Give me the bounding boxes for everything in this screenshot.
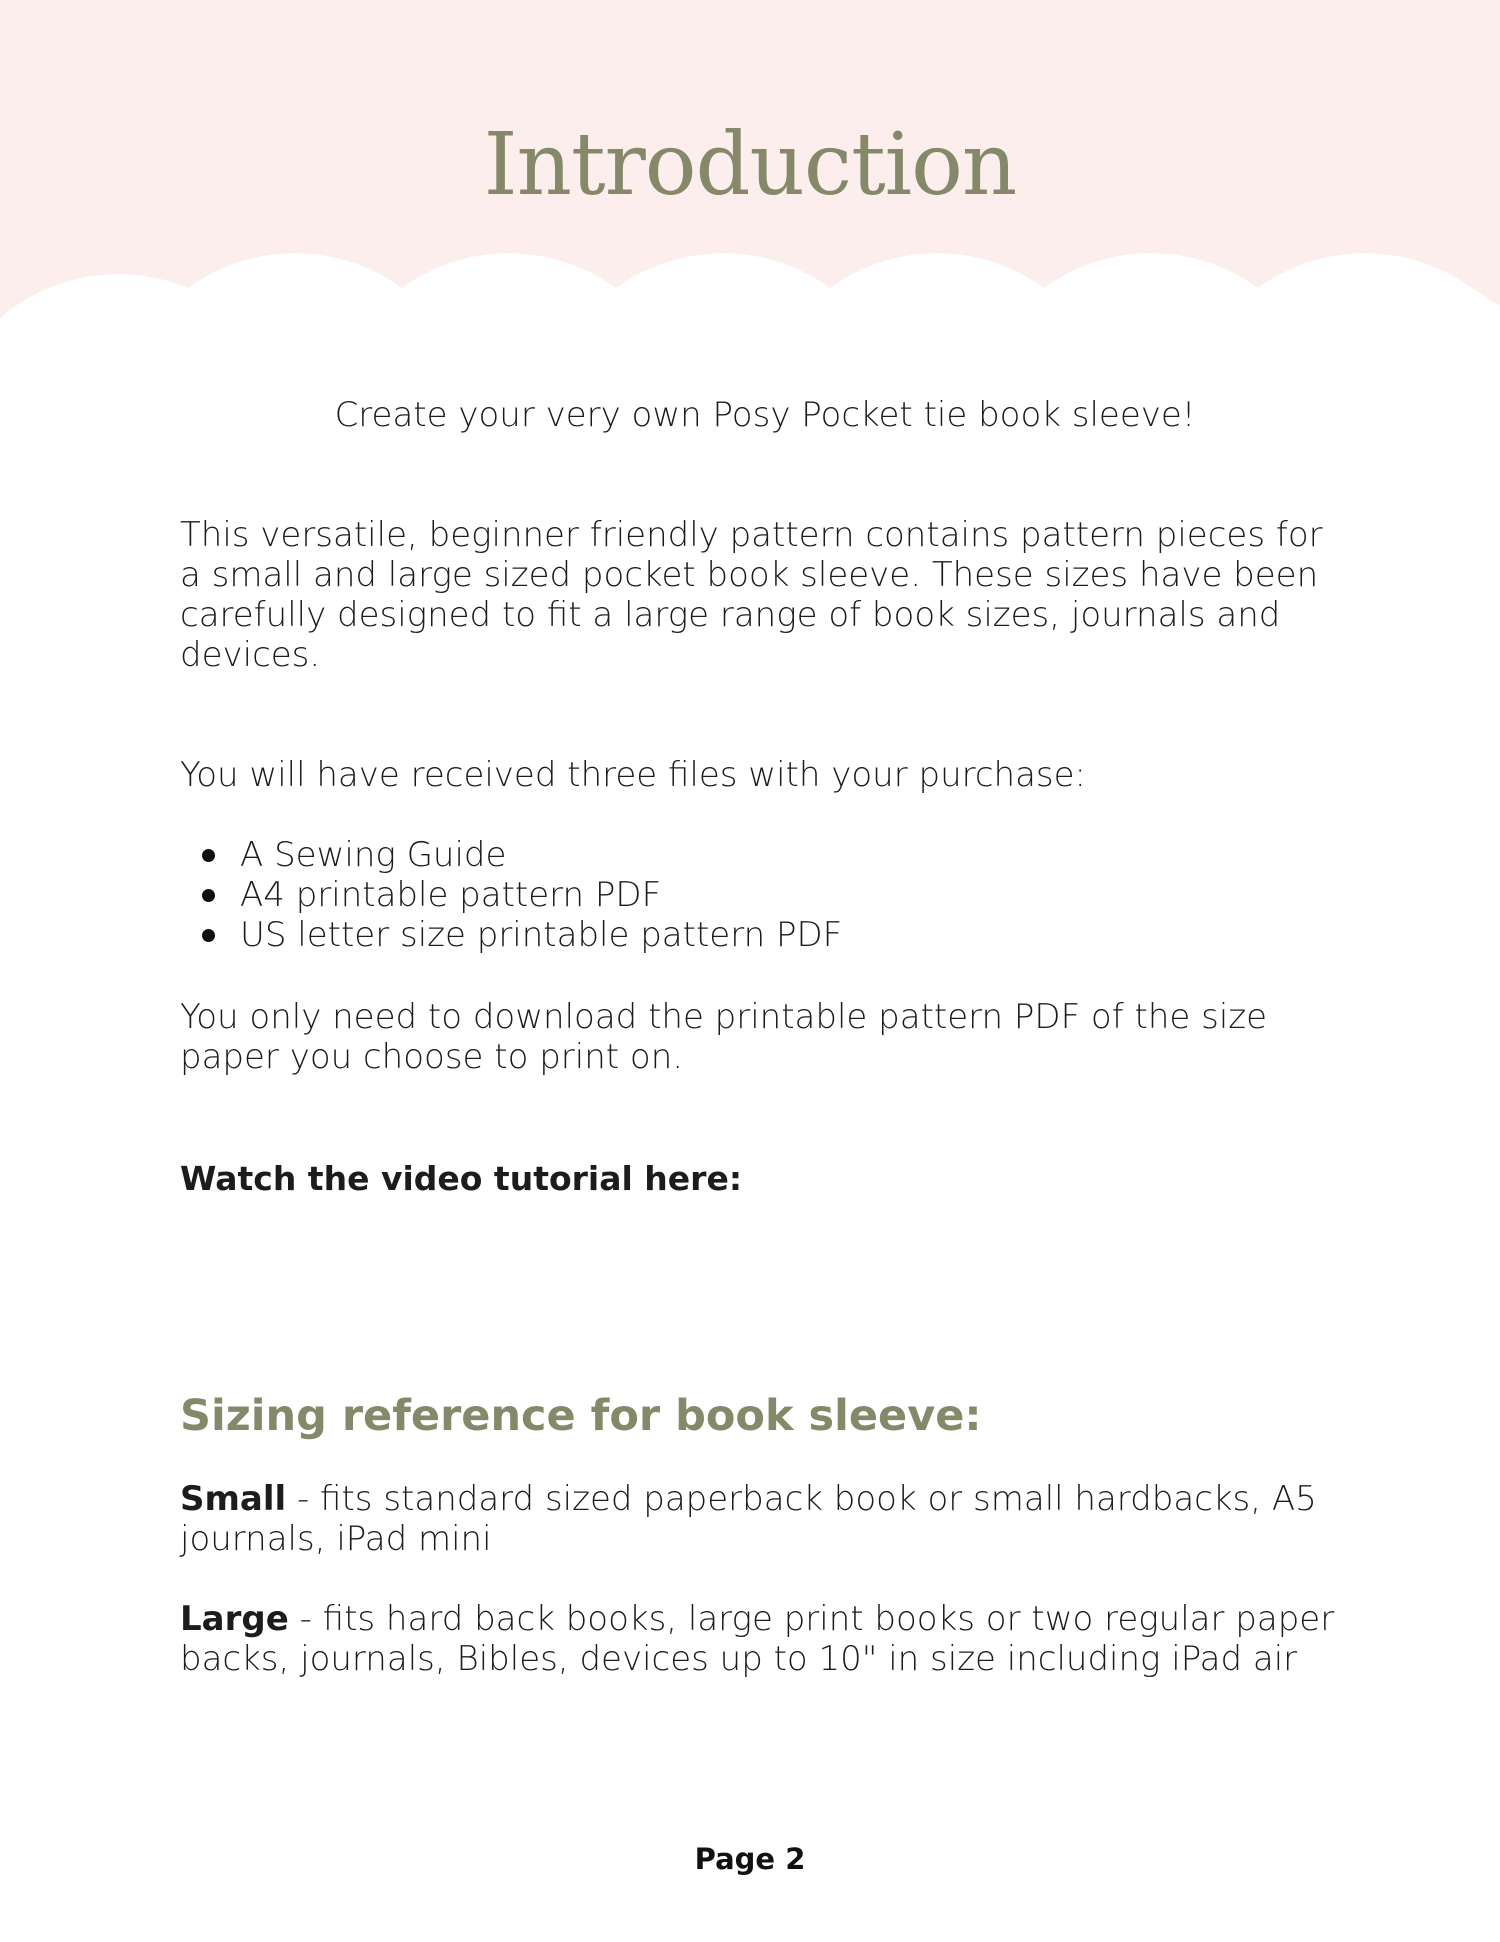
intro-paragraph: This versatile, beginner friendly pattern contains pattern pieces for a small and large sized pocket book sleeve. These sizes have been carefully designed to fit a large range of book sizes, journals and devices. bbox=[180, 515, 1323, 675]
files-lead-text: You will have received three files with your purchase: bbox=[180, 755, 1087, 795]
list-item: A4 printable pattern PDF bbox=[180, 875, 1350, 915]
page-content bbox=[180, 395, 1350, 1679]
size-description-large: - fits hard back books, large print books or two regular paper backs, journals, Bibles, devices up to 10" in size including iPad air bbox=[180, 1599, 1335, 1679]
size-entry-small bbox=[180, 1479, 1350, 1559]
list-item: A Sewing Guide bbox=[180, 835, 1350, 875]
file-list bbox=[180, 835, 1350, 955]
size-description-small: - fits standard sized paperback book or small hardbacks, A5 journals, iPad mini bbox=[180, 1479, 1317, 1559]
size-entry-large bbox=[180, 1599, 1350, 1679]
video-tutorial-label: Watch the video tutorial here: bbox=[180, 1159, 743, 1198]
tagline: Create your very own Posy Pocket tie book sleeve! bbox=[334, 395, 1196, 435]
sizing-heading: Sizing reference for book sleeve: bbox=[180, 1391, 982, 1441]
size-name-small: Small bbox=[180, 1479, 287, 1519]
list-item: US letter size printable pattern PDF bbox=[180, 915, 1350, 955]
download-note: You only need to download the printable pattern PDF of the size paper you choose to print on. bbox=[180, 997, 1268, 1077]
page-title: Introduction bbox=[483, 115, 1017, 215]
page-number: Page 2 bbox=[694, 1842, 806, 1876]
size-name-large: Large bbox=[180, 1599, 289, 1639]
